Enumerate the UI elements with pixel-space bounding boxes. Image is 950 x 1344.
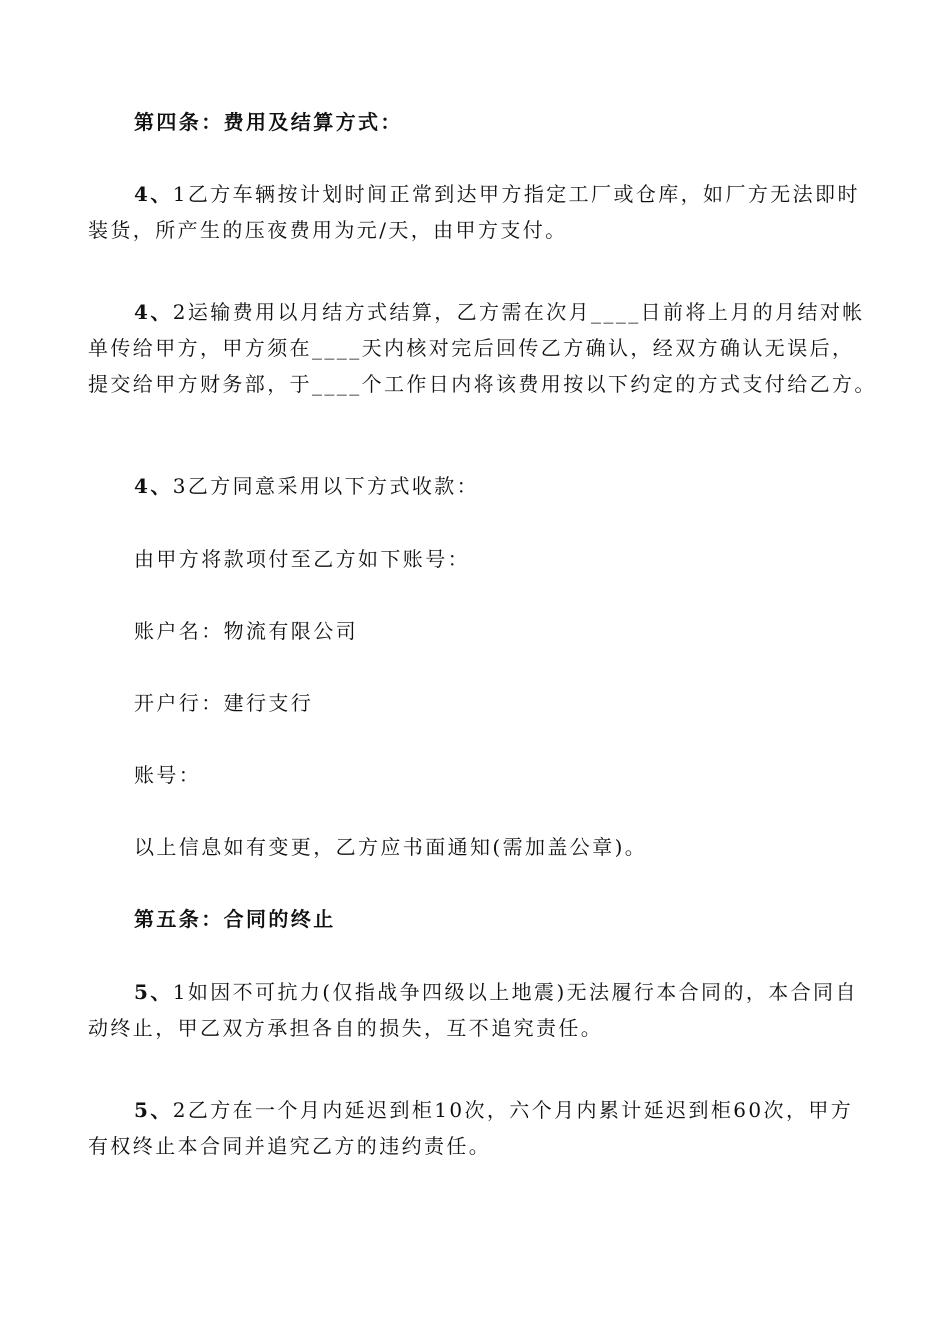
- clause-5-1: [88, 974, 864, 1046]
- clause-4-3-lead: 4、: [134, 474, 173, 498]
- clause-4-1-line-2: 装货，所产生的压夜费用为元/天，由甲方支付。: [88, 218, 568, 242]
- clause-4-2-line-1: 2运输费用以月结方式结算，乙方需在次月____日前将上月的月结对帐: [172, 300, 865, 324]
- clause-5-2-line-1: 2乙方在一个月内延迟到柜10次，六个月内累计延迟到柜60次，甲方: [172, 1098, 854, 1122]
- article-5-title: [88, 901, 864, 937]
- bank-name-text: 开户行：建行支行: [134, 691, 314, 715]
- clause-5-1-lead: 5、: [134, 980, 173, 1004]
- clause-4-1: [88, 176, 864, 248]
- payment-intro: [88, 541, 864, 577]
- article-5-title-text: 第五条：合同的终止: [134, 907, 336, 931]
- payment-intro-text: 由甲方将款项付至乙方如下账号：: [134, 547, 470, 571]
- article-4-title: [88, 104, 864, 140]
- clause-4-2-line-3: 提交给甲方财务部，于____个工作日内将该费用按以下约定的方式支付给乙方。: [88, 372, 877, 396]
- bank-name: [88, 685, 864, 721]
- change-notice-text: 以上信息如有变更，乙方应书面通知(需加盖公章)。: [134, 835, 648, 859]
- clause-4-3: [88, 468, 864, 504]
- clause-5-2: [88, 1092, 864, 1164]
- clause-5-2-line-2: 有权终止本合同并追究乙方的违约责任。: [88, 1134, 492, 1158]
- clause-4-2-line-2: 单传给甲方，甲方须在____天内核对完后回传乙方确认，经双方确认无误后，: [88, 336, 855, 360]
- clause-4-2: [88, 294, 877, 402]
- clause-4-1-line-1: 1乙方车辆按计划时间正常到达甲方指定工厂或仓库，如厂方无法即时: [172, 182, 860, 206]
- account-number-text: 账号：: [134, 763, 202, 787]
- account-name-text: 账户名：物流有限公司: [134, 619, 358, 643]
- clause-4-2-lead: 4、: [134, 300, 173, 324]
- change-notice: [88, 829, 864, 865]
- account-name: [88, 613, 864, 649]
- clause-5-1-line-2: 动终止，甲乙双方承担各自的损失，互不追究责任。: [88, 1016, 604, 1040]
- clause-5-2-lead: 5、: [134, 1098, 173, 1122]
- account-number: [88, 757, 864, 793]
- article-4-title-text: 第四条：费用及结算方式：: [134, 110, 403, 134]
- clause-4-3-line-1: 3乙方同意采用以下方式收款：: [172, 474, 480, 498]
- clause-5-1-line-1: 1如因不可抗力(仅指战争四级以上地震)无法履行本合同的，本合同自: [172, 980, 858, 1004]
- clause-4-1-lead: 4、: [134, 182, 173, 206]
